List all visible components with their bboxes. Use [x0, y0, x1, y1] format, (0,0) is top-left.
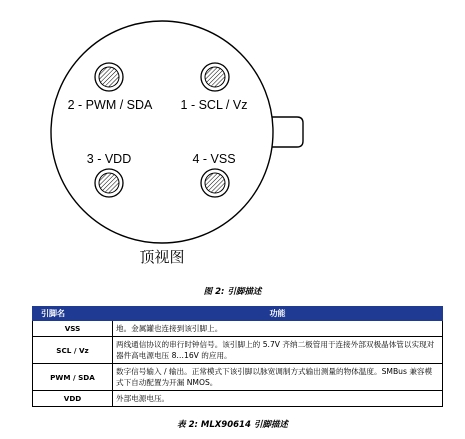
package-outline	[51, 21, 273, 243]
pin-name-cell: SCL / Vz	[33, 337, 113, 364]
pin-name-cell: PWM / SDA	[33, 364, 113, 391]
pin-function-cell: 地。金属罐也连接到该引脚上。	[113, 321, 443, 337]
header-pin-name: 引脚名	[33, 307, 113, 321]
pin-2-label: 2 - PWM / SDA	[67, 98, 153, 112]
pin-description-table	[32, 306, 443, 407]
table-row	[33, 391, 443, 407]
pin-function-cell: 两线通信协议的串行时钟信号。该引脚上的 5.7V 齐纳二极管用于连接外部双极晶体管以实现对器件高电源电压 8…16V 的应用。	[113, 337, 443, 364]
pin-function-cell: 数字信号输入 / 输出。正常模式下该引脚以脉宽调制方式输出测量的物体温度。SMBus 兼容模式下自动配置为开漏 NMOS。	[113, 364, 443, 391]
pin-name-cell: VDD	[33, 391, 113, 407]
pin-3-label: 3 - VDD	[86, 152, 132, 166]
pin-function-cell: 外部电源电压。	[113, 391, 443, 407]
figure-caption: 图 2: 引脚描述	[203, 287, 262, 297]
table-caption: 表 2: MLX90614 引脚描述	[177, 420, 288, 430]
table-row	[33, 364, 443, 391]
pin-1-label: 1 - SCL / Vz	[180, 98, 248, 112]
pin-4-icon	[201, 169, 229, 197]
table-header-row	[33, 307, 443, 321]
pin-3-icon	[95, 169, 123, 197]
table-row	[33, 337, 443, 364]
pin-2-icon	[95, 63, 123, 91]
table-row	[33, 321, 443, 337]
view-label: 顶视图	[139, 248, 185, 266]
pin-1-icon	[201, 63, 229, 91]
pin-4-label: 4 - VSS	[192, 152, 236, 166]
header-function: 功能	[113, 307, 443, 321]
pin-name-cell: VSS	[33, 321, 113, 337]
